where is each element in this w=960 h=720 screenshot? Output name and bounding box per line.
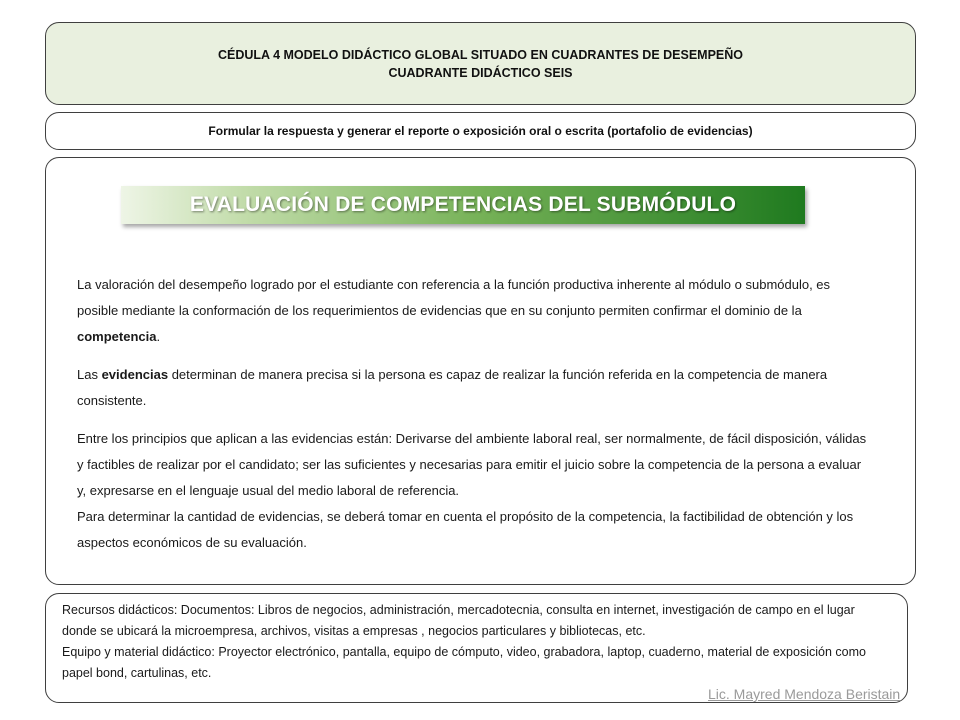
paragraph-valoracion-end: . bbox=[156, 329, 161, 344]
paragraph-evidencias bbox=[77, 362, 867, 414]
header-box bbox=[45, 22, 916, 105]
paragraph-evidencias-start: Las bbox=[77, 367, 102, 382]
paragraph-valoracion bbox=[77, 272, 867, 350]
body-text bbox=[77, 272, 867, 556]
term-evidencias: evidencias bbox=[101, 367, 169, 382]
paragraph-evidencias-text: determinan de manera precisa si la persona es capaz de realizar la función referida en la competencia de manera consistente. bbox=[77, 367, 828, 408]
header-title-line2: CUADRANTE DIDÁCTICO SEIS bbox=[388, 65, 573, 80]
resources-documents: Recursos didácticos: Documentos: Libros de negocios, administración, mercadotecnia, consulta en internet, investigación de campo en el lugar donde se ubicará la microempresa, archivos, visitas a empresas , negocios particulares y bibliotecas, etc. bbox=[62, 603, 855, 638]
header-title-line1: CÉDULA 4 MODELO DIDÁCTICO GLOBAL SITUADO EN CUADRANTES DE DESEMPEÑO bbox=[217, 47, 744, 62]
evaluation-banner bbox=[121, 186, 805, 224]
task-box bbox=[45, 112, 916, 150]
term-competencia: competencia bbox=[77, 329, 157, 344]
task-text: Formular la respuesta y generar el reporte o exposición oral o escrita (portafolio de evidencias) bbox=[208, 124, 753, 138]
paragraph-principios: Entre los principios que aplican a las evidencias están: Derivarse del ambiente laboral real, ser normalmente, de fácil disposición, válidas y factibles de realizar por el candidato; ser las suficientes y necesarias para emitir el juicio sobre la competencia de la persona a evaluar y, expresarse en el lenguaje usual del medio laboral de referencia. bbox=[77, 431, 867, 498]
paragraph-valoracion-text: La valoración del desempeño logrado por el estudiante con referencia a la función productiva inherente al módulo o submódulo, es posible mediante la conformación de los requerimientos de evidencias que en su conjunto permiten confirmar el dominio de la bbox=[77, 277, 831, 318]
paragraph-spacer bbox=[77, 350, 867, 362]
evaluation-banner-title: EVALUACIÓN DE COMPETENCIAS DEL SUBMÓDULO bbox=[189, 193, 737, 216]
paragraph-cantidad: Para determinar la cantidad de evidencias, se deberá tomar en cuenta el propósito de la competencia, la factibilidad de obtención y los aspectos económicos de su evaluación. bbox=[77, 509, 854, 550]
paragraph-spacer bbox=[77, 414, 867, 426]
author-credit: Lic. Mayred Mendoza Beristain bbox=[708, 686, 901, 702]
resources-equipment: Equipo y material didáctico: Proyector electrónico, pantalla, equipo de cómputo, video, grabadora, laptop, cuaderno, material de exposición como papel bond, cartulinas, etc. bbox=[62, 645, 866, 680]
